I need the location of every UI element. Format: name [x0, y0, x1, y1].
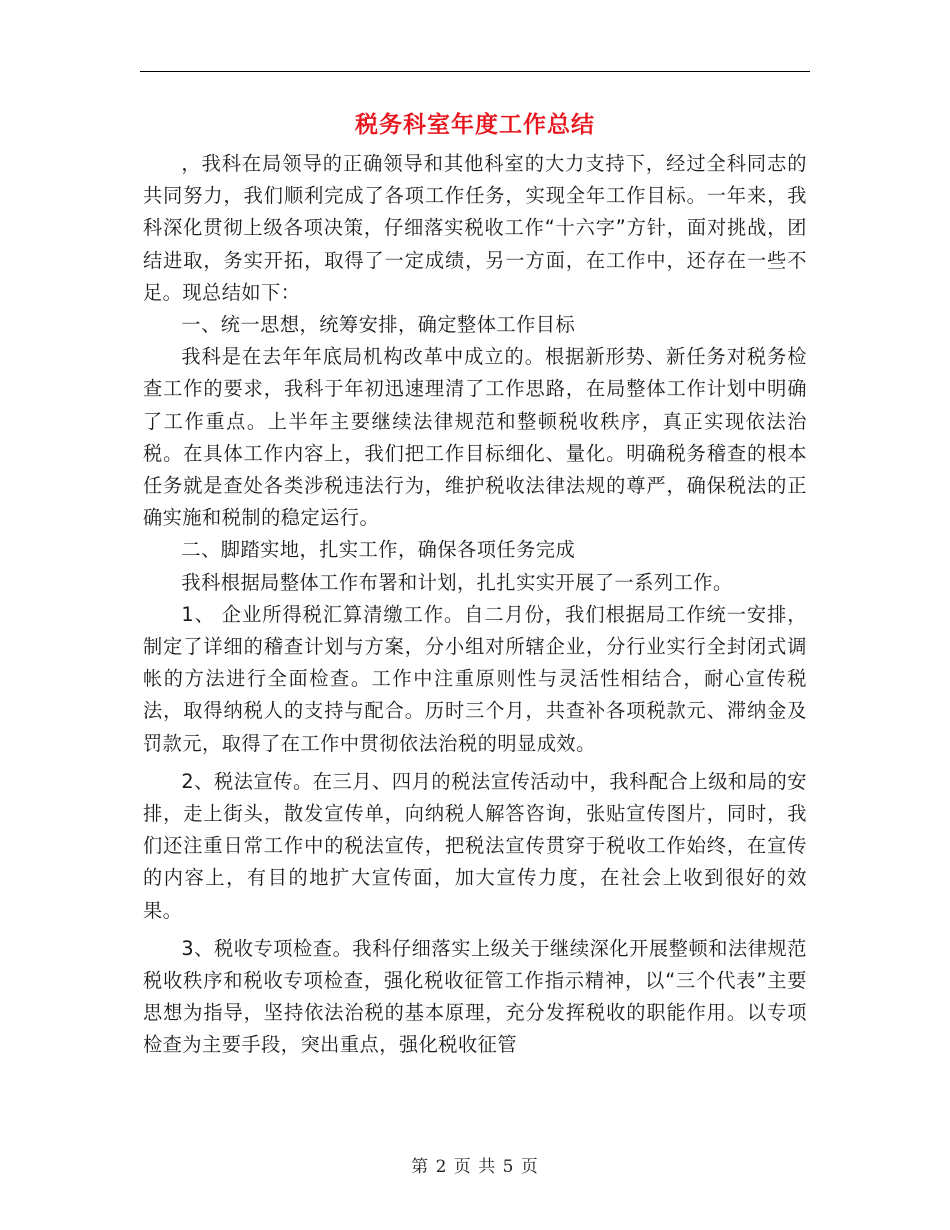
document-title: 税务科室年度工作总结	[355, 112, 595, 138]
paragraph-intro: ，我科在局领导的正确领导和其他科室的大力支持下，经过全科同志的共同努力，我们顺利完成了各项工作任务，实现全年工作目标。一年来，我科深化贯彻上级各项决策，仔细落实税收工作“十六字”方针，面对挑战，团结进取，务实开拓，取得了一定成绩，另一方面，在工作中，还存在一些不足。现总结如下：	[143, 152, 807, 304]
paragraph-item-3: 3、税收专项检查。我科仔细落实上级关于继续深化开展整顿和法律规范税收秩序和税收专项检查，强化税收征管工作指示精神，以“三个代表”主要思想为指导，坚持依法治税的基本原理，充分发挥税收的职能作用。以专项检查为主要手段，突出重点，强化税收征管	[143, 936, 807, 1057]
paragraph-section-1: 我科是在去年年底局机构改革中成立的。根据新形势、新任务对税务检查工作的要求，我科于年初迅速理清了工作思路，在局整体工作计划中明确了工作重点。上半年主要继续法律规范和整顿税收秩序，真正实现依法治税。在具体工作内容上，我们把工作目标细化、量化。明确税务稽查的根本任务就是查处各类涉税违法行为，维护税收法律法规的尊严，确保税法的正确实施和税制的稳定运行。	[143, 345, 807, 530]
section-heading-1: 一、统一思想，统筹安排，确定整体工作目标	[181, 313, 576, 337]
paragraph-item-2: 2、税法宣传。在三月、四月的税法宣传活动中，我科配合上级和局的安排，走上街头，散发宣传单，向纳税人解答咨询，张贴宣传图片，同时，我们还注重日常工作中的税法宣传，把税法宣传贯穿于税收工作始终，在宣传的内容上，有目的地扩大宣传面，加大宣传力度，在社会上收到很好的效果。	[143, 769, 807, 922]
document-body	[143, 148, 807, 1062]
section-heading-2: 二、脚踏实地，扎实工作，确保各项任务完成	[181, 538, 576, 562]
header-rule	[140, 71, 810, 72]
page-number: 第 2 页 共 5 页	[411, 1157, 539, 1177]
paragraph-item-1: 1、 企业所得税汇算清缴工作。自二月份，我们根据局工作统一安排，制定了详细的稽查计划与方案，分小组对所辖企业，分行业实行全封闭式调帐的方法进行全面检查。工作中注重原则性与灵活性相结合，耐心宣传税法，取得纳税人的支持与配合。历时三个月，共查补各项税款元、滞纳金及罚款元，取得了在工作中贯彻依法治税的明显成效。	[143, 602, 807, 755]
paragraph-section-2-intro: 我科根据局整体工作布署和计划，扎扎实实开展了一系列工作。	[181, 570, 733, 594]
